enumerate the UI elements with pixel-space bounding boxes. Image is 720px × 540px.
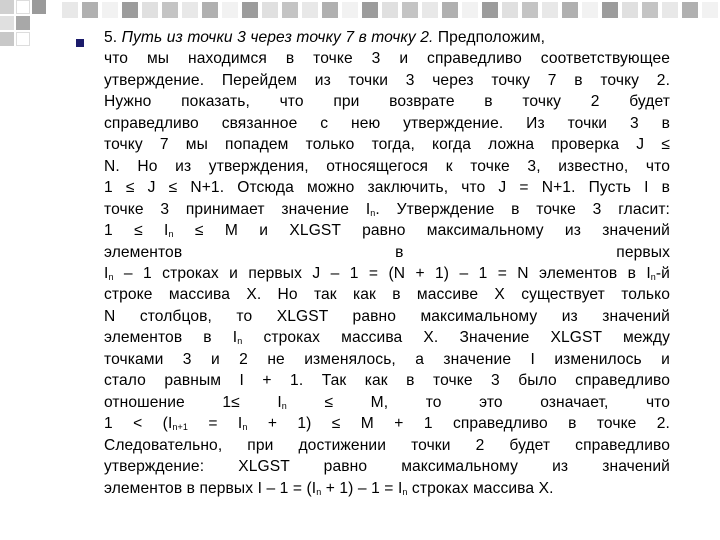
- deco-band-cell: [302, 2, 318, 18]
- text-line: [104, 456, 670, 477]
- deco-band-cell: [682, 2, 698, 18]
- deco-band-cell: [482, 2, 498, 18]
- decorative-band: [60, 0, 720, 20]
- deco-band-cell: [322, 2, 338, 18]
- deco-band-cell: [122, 2, 138, 18]
- text-span: строках массива X. Значение XLGST между: [242, 329, 670, 347]
- subscript: n: [316, 486, 322, 497]
- deco-band-cell: [402, 2, 418, 18]
- text-span: справедливо связанное с нею утверждение. Из точки 3 в: [104, 114, 670, 132]
- deco-band-cell: [502, 2, 518, 18]
- deco-band-cell: [442, 2, 458, 18]
- text-line: [104, 306, 670, 327]
- deco-band-cell: [62, 2, 78, 18]
- deco-band-cell: [382, 2, 398, 18]
- text-span: стало равным I + 1. Так как в точке 3 было справедливо: [104, 372, 670, 390]
- subscript: n: [168, 229, 174, 240]
- subscript: n: [242, 422, 248, 433]
- text-line: [104, 478, 670, 499]
- text-span: точками 3 и 2 не изменялось, а значение I изменилось и: [104, 350, 670, 368]
- text-line: [104, 263, 670, 284]
- text-line: [104, 349, 670, 370]
- deco-square: [0, 16, 14, 30]
- text-line: [104, 134, 670, 155]
- text-span: = I: [188, 415, 243, 433]
- text-span: строках массива X.: [407, 479, 554, 497]
- deco-band-cell: [262, 2, 278, 18]
- deco-band-cell: [642, 2, 658, 18]
- text-span: – 1 строках и первых J – 1 = (N + 1) – 1 = N элементов в I: [113, 264, 651, 282]
- text-span: + 1) – 1 = I: [321, 479, 403, 497]
- text-line: [104, 435, 670, 456]
- text-line: [104, 242, 670, 263]
- subscript: n: [650, 271, 656, 282]
- text-span: 1 < (I: [104, 415, 173, 433]
- text-span: отношение 1≤ I: [104, 393, 282, 411]
- deco-square: [0, 0, 14, 14]
- deco-band-cell: [182, 2, 198, 18]
- subscript: n: [108, 271, 114, 282]
- deco-band-cell: [162, 2, 178, 18]
- text-line: [104, 113, 670, 134]
- text-span: 5.: [104, 29, 122, 46]
- text-span: элементов в I: [104, 329, 238, 347]
- text-span: точку 7 мы попадем только тогда, когда ложна проверка J ≤: [104, 136, 670, 154]
- text-span: N столбцов, то XLGST равно максимальному из значений: [104, 307, 670, 325]
- deco-band-cell: [102, 2, 118, 18]
- text-line: [104, 156, 670, 177]
- deco-band-cell: [702, 2, 718, 18]
- deco-band-cell: [202, 2, 218, 18]
- subscript: n+1: [172, 422, 188, 433]
- text-line: [104, 284, 670, 305]
- text-line: [104, 48, 670, 69]
- text-span: строке массива X. Но так как в массиве X существует только: [104, 286, 670, 304]
- subscript: n: [237, 336, 243, 347]
- deco-square: [16, 0, 30, 14]
- text-line: [104, 177, 670, 198]
- text-line: [104, 327, 670, 348]
- text-span: утверждение: XLGST равно максимальному из значений: [104, 458, 670, 476]
- text-span: элементов в первых: [104, 243, 670, 261]
- deco-square: [16, 32, 30, 46]
- text-line: [104, 413, 670, 434]
- deco-band-cell: [362, 2, 378, 18]
- subscript: n: [281, 400, 287, 411]
- text-line: [104, 70, 670, 91]
- text-span: что мы находимся в точке 3 и справедливо соответствующее: [104, 50, 670, 68]
- text-span: + 1) ≤ M + 1 справедливо в точке 2.: [247, 415, 670, 433]
- deco-band-cell: [462, 2, 478, 18]
- deco-band-cell: [522, 2, 538, 18]
- text-span: I: [104, 264, 109, 282]
- slide-body-text: [104, 27, 670, 499]
- deco-band-cell: [582, 2, 598, 18]
- text-line: [104, 220, 670, 241]
- deco-band-cell: [542, 2, 558, 18]
- deco-square: [32, 0, 46, 14]
- square-bullet-icon: [76, 39, 84, 47]
- deco-band-cell: [602, 2, 618, 18]
- deco-square: [16, 16, 30, 30]
- deco-square: [0, 32, 14, 46]
- deco-band-cell: [142, 2, 158, 18]
- deco-band-cell: [222, 2, 238, 18]
- deco-band-cell: [82, 2, 98, 18]
- deco-band-cell: [242, 2, 258, 18]
- text-line: [104, 392, 670, 413]
- text-span: Путь из точки 3 через точку 7 в точку 2.: [121, 29, 434, 46]
- text-span: Предположим,: [433, 29, 546, 46]
- text-span: Следовательно, при достижении точки 2 будет справедливо: [104, 436, 670, 454]
- text-line: [104, 91, 670, 112]
- text-line: [104, 370, 670, 391]
- deco-band-cell: [562, 2, 578, 18]
- deco-band-cell: [662, 2, 678, 18]
- text-span: N. Но из утверждения, относящегося к точке 3, известно, что: [104, 157, 670, 175]
- text-span: ≤ M, то это означает, что: [286, 393, 671, 411]
- text-span: элементов в первых I – 1 = (I: [104, 479, 317, 497]
- text-span: . Утверждение в точке 3 гласит:: [375, 200, 670, 218]
- text-span: -й: [655, 264, 670, 282]
- deco-band-cell: [342, 2, 358, 18]
- text-line: [104, 27, 670, 48]
- text-span: Нужно показать, что при возврате в точку 2 будет: [104, 93, 670, 111]
- text-span: ≤ M и XLGST равно максимальному из значений: [173, 222, 670, 240]
- subscript: n: [402, 486, 408, 497]
- text-span: 1 ≤ J ≤ N+1. Отсюда можно заключить, что J = N+1. Пусть I в: [104, 179, 670, 197]
- deco-band-cell: [622, 2, 638, 18]
- text-span: утверждение. Перейдем из точки 3 через точку 7 в точку 2.: [104, 71, 670, 89]
- deco-band-cell: [422, 2, 438, 18]
- subscript: n: [370, 207, 376, 218]
- text-span: точке 3 принимает значение I: [104, 200, 371, 218]
- deco-band-cell: [282, 2, 298, 18]
- text-line: [104, 199, 670, 220]
- text-span: 1 ≤ I: [104, 222, 169, 240]
